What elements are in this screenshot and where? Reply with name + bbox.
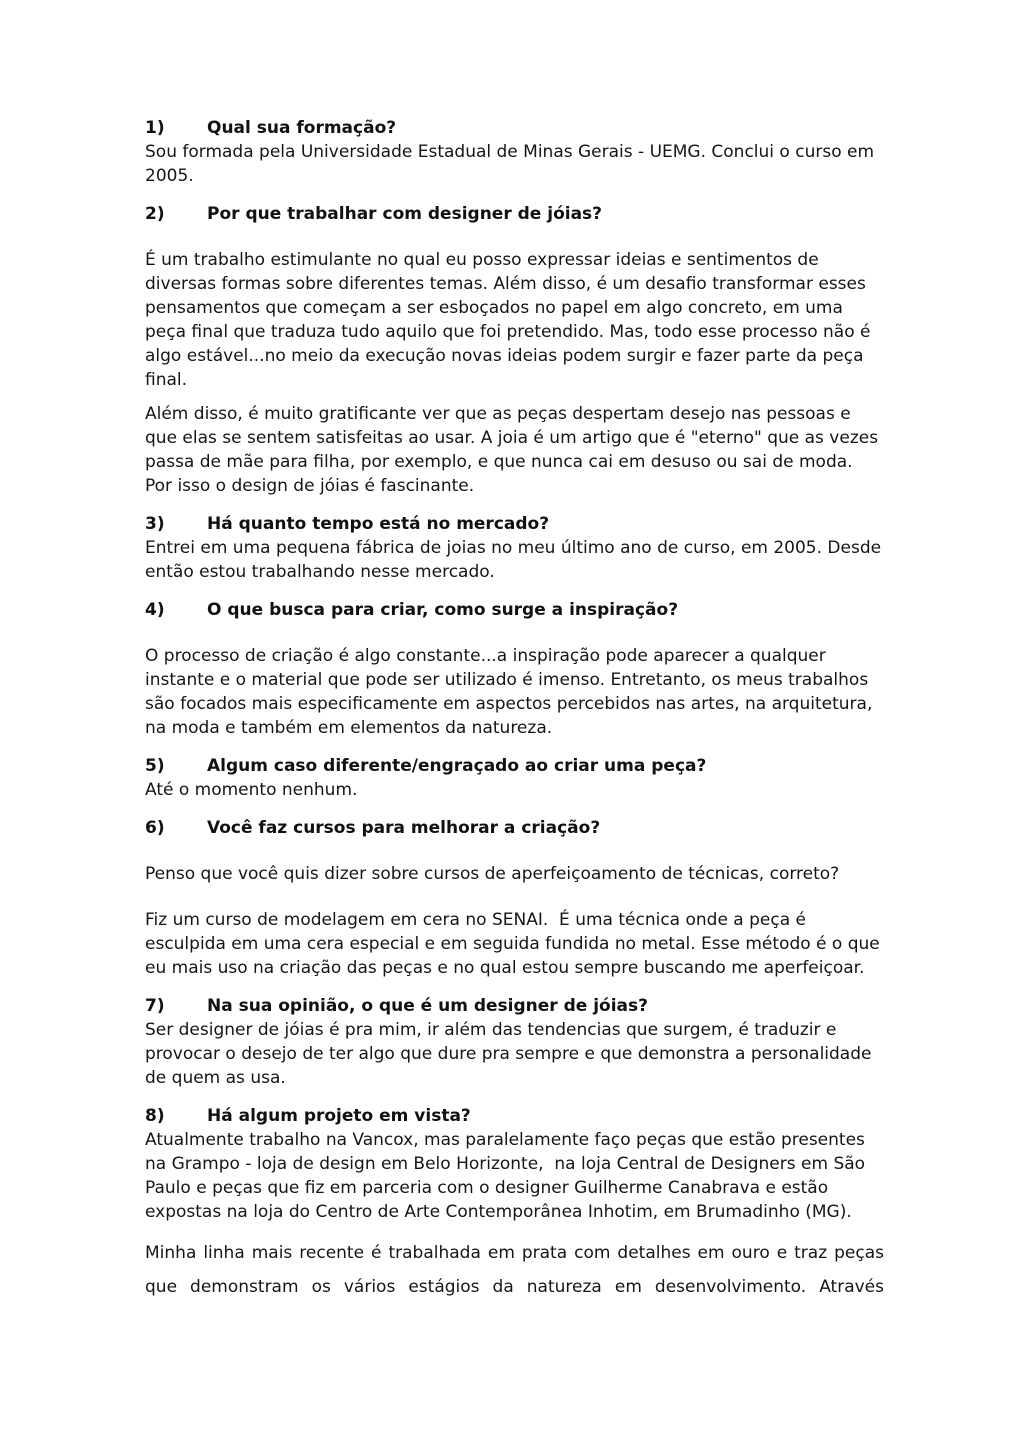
question-text: Algum caso diferente/engraçado ao criar uma peça?	[207, 756, 707, 776]
answer-paragraph: Atualmente trabalho na Vancox, mas paralelamente faço peças que estão presentes na Grampo - loja de design em Belo Horizonte, na loja Central de Designers em São Paulo e peças que fiz em parceria com o designer Guilherme Canabrava e estão expostas na loja do Centro de Arte Contemporânea Inhotim, em Brumadinho (MG).	[145, 1130, 871, 1222]
answer-paragraph: Até o momento nenhum.	[145, 780, 358, 800]
answer-paragraph: Penso que você quis dizer sobre cursos de aperfeiçoamento de técnicas, correto?	[145, 864, 840, 884]
question-number: 5)	[145, 756, 165, 776]
question-number: 3)	[145, 514, 165, 534]
question-heading	[145, 202, 884, 226]
question-text: Há algum projeto em vista?	[207, 1106, 471, 1126]
question-text: Há quanto tempo está no mercado?	[207, 514, 550, 534]
qa-section-2	[145, 202, 884, 498]
question-heading	[145, 994, 884, 1018]
qa-section-6	[145, 816, 884, 980]
question-text: Na sua opinião, o que é um designer de jóias?	[207, 996, 649, 1016]
qa-section-4	[145, 598, 884, 740]
answer-paragraph: Sou formada pela Universidade Estadual de Minas Gerais - UEMG. Conclui o curso em 2005.	[145, 142, 880, 186]
answer-paragraph: O processo de criação é algo constante...a inspiração pode aparecer a qualquer instante e o material que pode ser utilizado é imenso. Entretanto, os meus trabalhos são focados mais especificamente em aspectos percebidos nas artes, na arquitetura, na moda e também em elementos da natureza.	[145, 646, 878, 738]
answer-paragraph: Entrei em uma pequena fábrica de joias no meu último ano de curso, em 2005. Desde então estou trabalhando nesse mercado.	[145, 538, 887, 582]
question-number: 4)	[145, 600, 165, 620]
question-heading	[145, 598, 884, 622]
answer-paragraph: Ser designer de jóias é pra mim, ir além das tendencias que surgem, é traduzir e provocar o desejo de ter algo que dure pra sempre e que demonstra a personalidade de quem as usa.	[145, 1020, 877, 1088]
answer-paragraph: Minha linha mais recente é trabalhada em prata com detalhes em ouro e traz peças que demonstram os vários estágios da natureza em desenvolvimento. Através	[145, 1243, 890, 1297]
question-number: 7)	[145, 996, 165, 1016]
question-heading	[145, 116, 884, 140]
qa-section-8	[145, 1104, 890, 1304]
qa-section-1	[145, 116, 884, 188]
question-number: 1)	[145, 118, 165, 138]
qa-section-5	[145, 754, 884, 802]
question-heading	[145, 816, 884, 840]
qa-section-3	[145, 512, 887, 584]
question-text: Por que trabalhar com designer de jóias?	[207, 204, 603, 224]
question-heading	[145, 1104, 884, 1128]
answer-paragraph: Além disso, é muito gratificante ver que as peças despertam desejo nas pessoas e que elas se sentem satisfeitas ao usar. A joia é um artigo que é "eterno" que as vezes passa de mãe para filha, por exemplo, e que nunca cai em desuso ou sai de moda. Por isso o design de jóias é fascinante.	[145, 404, 884, 496]
question-heading	[145, 512, 884, 536]
qa-section-7	[145, 994, 884, 1090]
answer-paragraph: É um trabalho estimulante no qual eu posso expressar ideias e sentimentos de diversas formas sobre diferentes temas. Além disso, é um desafio transformar esses pensamentos que começam a ser esboçados no papel em algo concreto, em uma peça final que traduza tudo aquilo que foi pretendido. Mas, todo esse processo não é algo estável...no meio da execução novas ideias podem surgir e fazer parte da peça final.	[145, 250, 876, 390]
question-heading	[145, 754, 884, 778]
question-text: Você faz cursos para melhorar a criação?	[207, 818, 601, 838]
question-text: Qual sua formação?	[207, 118, 397, 138]
question-number: 8)	[145, 1106, 165, 1126]
answer-paragraph: Fiz um curso de modelagem em cera no SENAI. É uma técnica onde a peça é esculpida em uma cera especial e em seguida fundida no metal. Esse método é o que eu mais uso na criação das peças e no qual estou sempre buscando me aperfeiçoar.	[145, 910, 886, 978]
question-text: O que busca para criar, como surge a inspiração?	[207, 600, 679, 620]
question-number: 6)	[145, 818, 165, 838]
question-number: 2)	[145, 204, 165, 224]
